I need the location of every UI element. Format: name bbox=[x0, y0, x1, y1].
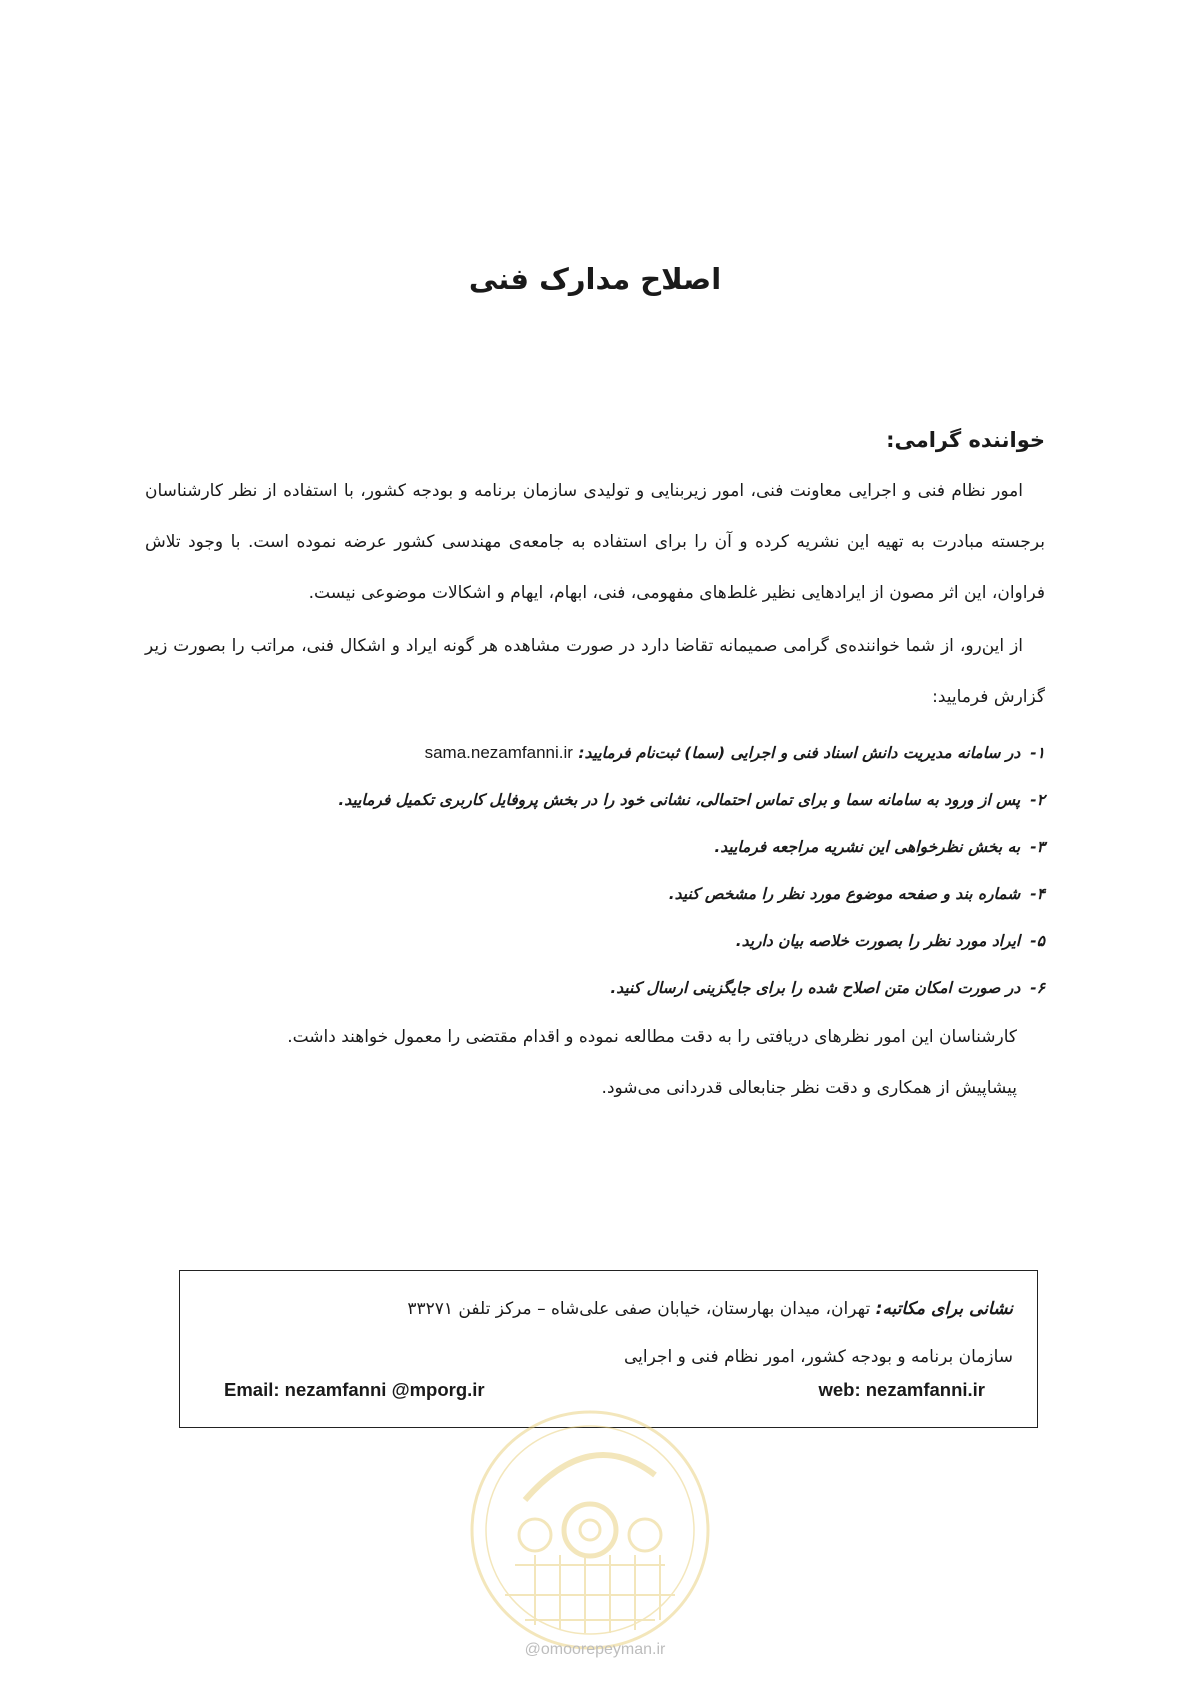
step-item bbox=[145, 777, 1045, 824]
web-link[interactable]: web: nezamfanni.ir bbox=[818, 1379, 985, 1400]
thanks-line: پیشاپیش از همکاری و دقت نظر جنابعالی قدردانی می‌شود. bbox=[601, 1078, 1017, 1098]
address-street: تهران، میدان بهارستان، خیابان صفی علی‌شاه – مرکز تلفن ۳۳۲۷۱ bbox=[407, 1299, 871, 1319]
step-text: در سامانه مدیریت دانش اسناد فنی و اجرایی (سما) ثبت‌نام فرمایید: bbox=[578, 744, 1021, 762]
step-number: ۳- bbox=[1030, 838, 1045, 856]
email-link[interactable]: Email: nezamfanni @mporg.ir bbox=[224, 1379, 485, 1400]
address-line-2: سازمان برنامه و بودجه کشور، امور نظام فنی و اجرایی bbox=[623, 1347, 1013, 1367]
step-text: ایراد مورد نظر را بصورت خلاصه بیان دارید. bbox=[735, 932, 1021, 950]
contact-row bbox=[224, 1379, 985, 1401]
page-title: اصلاح مدارک فنی bbox=[468, 262, 722, 296]
closing-line: کارشناسان این امور نظرهای دریافتی را به دقت مطالعه نموده و اقدام مقتضی را معمول خواهند داشت. bbox=[287, 1027, 1017, 1047]
request-paragraph: از این‌رو، از شما خواننده‌ی گرامی صمیمانه تقاضا دارد در صورت مشاهده هر گونه ایراد و اشکال فنی، مراتب را بصورت زیر گزارش فرمایید: bbox=[145, 636, 1045, 707]
step-item bbox=[145, 918, 1045, 965]
steps-list bbox=[145, 729, 1045, 1012]
step-number: ۶- bbox=[1030, 979, 1045, 997]
intro-paragraph: امور نظام فنی و اجرایی معاونت فنی، امور زیربنایی و تولیدی سازمان برنامه و بودجه کشور، با استفاده از نظر کارشناسان برجسته مبادرت به تهیه این نشریه کرده و آن را برای استفاده به جامعه‌ی مهندسی کشور عرضه نموده است. با وجود تلاش فراوان، این اثر مصون از ایرادهایی نظیر غلط‌های مفهومی، فنی، ابهام، ایهام و اشکالات موضوعی نیست. bbox=[145, 481, 1045, 603]
step-item bbox=[145, 871, 1045, 918]
sama-link[interactable]: sama.nezamfanni.ir bbox=[424, 743, 573, 762]
step-text: در صورت امکان متن اصلاح شده را برای جایگزینی ارسال کنید. bbox=[610, 979, 1021, 997]
step-number: ۲- bbox=[1030, 791, 1045, 809]
step-text: شماره بند و صفحه موضوع مورد نظر را مشخص کنید. bbox=[668, 885, 1021, 903]
step-number: ۴- bbox=[1030, 885, 1045, 903]
greeting: خواننده گرامی: bbox=[886, 428, 1045, 452]
footer-watermark bbox=[0, 1641, 1190, 1659]
step-item bbox=[145, 824, 1045, 871]
document-body bbox=[145, 428, 1045, 1114]
address-line-1 bbox=[204, 1285, 1013, 1333]
step-item bbox=[145, 965, 1045, 1012]
address-box bbox=[179, 1270, 1038, 1428]
step-number: ۱- bbox=[1030, 744, 1045, 762]
step-item bbox=[145, 729, 1045, 777]
step-text: به بخش نظرخواهی این نشریه مراجعه فرمایید. bbox=[714, 838, 1021, 856]
step-number: ۵- bbox=[1030, 932, 1045, 950]
address-label: نشانی برای مکاتبه: bbox=[875, 1299, 1013, 1319]
watermark-seal-icon bbox=[465, 1405, 715, 1655]
footer-url: omoorepeyman.ir bbox=[540, 1641, 666, 1658]
copyright-icon: @ bbox=[524, 1641, 541, 1658]
step-text: پس از ورود به سامانه سما و برای تماس احتمالی، نشانی خود را در بخش پروفایل کاربری تکمیل فرمایید. bbox=[338, 791, 1021, 809]
